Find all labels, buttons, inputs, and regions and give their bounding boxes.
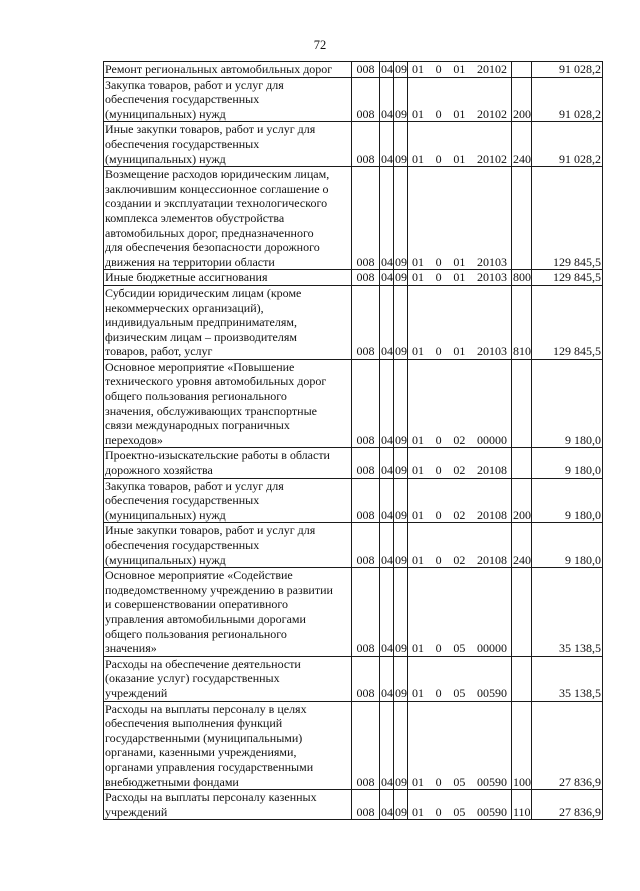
table-row [104,523,603,568]
code-part: 01 [453,270,466,285]
code-part: 00590 [476,685,507,700]
target-article-cell [408,285,512,359]
expense-type-cell [512,656,532,701]
expense-name-cell: Иные закупки товаров, работ и услуг для обеспечения государственных (муниципальных) нужд [104,122,352,167]
section-code-cell: 04 [380,656,394,701]
grbs-code-cell: 008 [352,285,380,359]
target-article-cell [408,568,512,657]
table-row [104,167,603,270]
section-code-cell: 04 [380,359,394,448]
table-row [104,77,603,122]
code-part: 20103 [476,254,507,269]
target-article-code [409,508,510,523]
section-code-cell: 04 [381,270,393,285]
table-row [104,270,603,286]
amount-cell: 129 845,5 [532,285,603,359]
table-row [104,701,603,790]
code-part: 01 [412,641,424,656]
code-part: 20108 [476,507,507,522]
expense-type-cell [512,359,532,448]
table-row [104,568,603,657]
section-code-cell: 04 [380,167,394,270]
amount-cell: 9 180,0 [532,523,603,568]
code-part: 0 [435,270,442,285]
amount-cell: 91 028,2 [532,77,603,122]
code-part: 0 [435,432,442,447]
code-part: 0 [435,106,442,121]
subsection-code-cell: 09 [394,701,408,790]
code-part: 0 [435,641,442,656]
subsection-code-cell: 09 [394,478,408,523]
table-row [104,790,603,820]
target-article-cell [408,790,512,820]
section-code-cell: 04 [380,448,394,478]
code-part: 0 [435,151,442,166]
code-part: 01 [412,774,424,789]
table-row [104,448,603,478]
grbs-code-cell: 008 [352,167,380,270]
code-part: 01 [412,254,424,269]
table-row [104,122,603,167]
subsection-code-cell: 09 [394,285,408,359]
code-part: 0 [435,254,442,269]
grbs-code-cell: 008 [352,122,380,167]
amount-cell: 9 180,0 [532,448,603,478]
target-article-code [409,553,510,568]
expense-name-cell: Основное мероприятие «Содействие подведомственному учреждению в развитии и совершенствовании оперативного управления автомобильными дорогами общего пользования регионального значения» [104,568,352,657]
code-part: 20108 [476,552,507,567]
subsection-code-cell: 09 [394,790,408,820]
expense-name-cell: Субсидии юридическим лицам (кроме некоммерческих организаций), индивидуальным предпринимателям, физическим лицам – производителям товаров, работ, услуг [104,285,352,359]
section-code-cell: 04 [380,478,394,523]
amount-cell: 27 836,9 [532,790,603,820]
grbs-code-cell: 008 [352,790,380,820]
subsection-code-cell: 09 [395,62,407,76]
expense-type-cell: 810 [512,285,532,359]
subsection-code-cell: 09 [394,523,408,568]
amount-cell: 9 180,0 [532,478,603,523]
code-part: 01 [412,344,424,359]
code-part: 0 [435,344,442,359]
grbs-code-cell: 008 [352,77,380,122]
grbs-code-cell: 008 [352,656,380,701]
expense-name-cell: Ремонт региональных автомобильных дорог [104,62,352,78]
target-article-cell [408,359,512,448]
code-part: 01 [412,62,424,76]
expense-type-cell: 200 [512,478,532,523]
section-code-cell: 04 [380,568,394,657]
amount-cell: 129 845,5 [532,167,603,270]
target-article-cell [408,270,512,286]
code-part: 01 [412,552,424,567]
table-row [104,62,603,78]
amount-cell: 35 138,5 [532,656,603,701]
expense-name-cell: Иные закупки товаров, работ и услуг для обеспечения государственных (муниципальных) нужд [104,523,352,568]
code-part: 02 [453,507,466,522]
target-article-code [409,62,510,77]
target-article-cell [408,523,512,568]
code-part: 05 [453,774,466,789]
section-code-cell: 04 [380,790,394,820]
code-part: 01 [453,106,466,121]
code-part: 20102 [476,106,507,121]
target-article-code [409,775,510,790]
code-part: 20102 [476,151,507,166]
code-part: 00000 [476,641,507,656]
code-part: 01 [412,463,424,478]
grbs-code-cell: 008 [352,701,380,790]
code-part: 00000 [476,432,507,447]
code-part: 01 [412,432,424,447]
amount-cell: 91 028,2 [532,62,603,78]
code-part: 01 [412,106,424,121]
amount-cell: 91 028,2 [532,122,603,167]
target-article-cell [408,478,512,523]
code-part: 05 [453,641,466,656]
grbs-code-cell: 008 [352,270,380,286]
amount-cell: 129 845,5 [532,270,603,286]
code-part: 01 [453,151,466,166]
target-article-cell [408,701,512,790]
code-part: 0 [435,804,442,819]
code-part: 20102 [476,62,507,76]
table-row [104,478,603,523]
grbs-code-cell: 008 [352,478,380,523]
target-article-code [409,255,510,270]
expense-type-cell: 110 [512,790,532,820]
subsection-code-cell: 09 [394,77,408,122]
code-part: 01 [412,151,424,166]
section-code-cell: 04 [381,62,393,76]
budget-table [103,61,603,820]
code-part: 01 [453,254,466,269]
expense-name-cell: Расходы на выплаты персоналу казенных учреждений [104,790,352,820]
target-article-code [409,641,510,656]
code-part: 00590 [476,804,507,819]
grbs-code-cell: 008 [352,359,380,448]
expense-name-cell: Расходы на обеспечение деятельности (оказание услуг) государственных учреждений [104,656,352,701]
expense-type-cell [512,568,532,657]
table-row [104,285,603,359]
amount-cell: 35 138,5 [532,568,603,657]
code-part: 0 [435,463,442,478]
subsection-code-cell: 09 [394,122,408,167]
expense-name-cell: Иные бюджетные ассигнования [104,270,352,286]
grbs-code-cell: 008 [352,448,380,478]
subsection-code-cell: 09 [394,359,408,448]
subsection-code-cell: 09 [394,167,408,270]
section-code-cell: 04 [380,523,394,568]
section-code-cell: 04 [380,77,394,122]
code-part: 01 [412,507,424,522]
code-part: 05 [453,685,466,700]
code-part: 02 [453,552,466,567]
target-article-code [409,805,510,820]
expense-type-cell: 100 [512,701,532,790]
expense-type-cell [512,62,532,78]
amount-cell: 9 180,0 [532,359,603,448]
code-part: 20103 [476,270,507,285]
expense-name-cell: Расходы на выплаты персоналу в целях обеспечения выполнения функций государственными (муниципальными) органами, казенными учреждениями, органами управления государственными внебюджетными фондами [104,701,352,790]
code-part: 01 [453,62,466,76]
code-part: 01 [412,685,424,700]
grbs-code-cell: 008 [352,568,380,657]
expense-type-cell [512,167,532,270]
target-article-cell [408,656,512,701]
expense-type-cell [512,448,532,478]
expense-name-cell: Закупка товаров, работ и услуг для обеспечения государственных (муниципальных) нужд [104,478,352,523]
code-part: 01 [412,804,424,819]
page-number: 72 [313,38,327,52]
section-code-cell: 04 [380,701,394,790]
code-part: 0 [435,507,442,522]
code-part: 0 [435,552,442,567]
target-article-cell [408,167,512,270]
code-part: 01 [412,270,424,285]
subsection-code-cell: 09 [394,656,408,701]
expense-name-cell: Возмещение расходов юридическим лицам, заключившим концессионное соглашение о создании и эксплуатации технологического комплекса элементов обустройства автомобильных дорог, предназначенного для обеспечения безопасности дорожного движения на территории области [104,167,352,270]
target-article-cell [408,77,512,122]
target-article-cell [408,122,512,167]
section-code-cell: 04 [380,122,394,167]
code-part: 0 [435,685,442,700]
subsection-code-cell: 09 [394,448,408,478]
expense-type-cell: 800 [513,270,531,285]
target-article-code [409,270,510,285]
code-part: 02 [453,463,466,478]
code-part: 01 [453,344,466,359]
target-article-code [409,152,510,167]
table-row [104,656,603,701]
table-row [104,359,603,448]
code-part: 0 [435,62,442,76]
expense-type-cell: 240 [512,523,532,568]
target-article-code [409,344,510,359]
code-part: 00590 [476,774,507,789]
expense-type-cell: 240 [512,122,532,167]
code-part: 20103 [476,344,507,359]
code-part: 20108 [476,463,507,478]
target-article-code [409,686,510,701]
code-part: 05 [453,804,466,819]
target-article-code [409,463,510,478]
expense-name-cell: Основное мероприятие «Повышение технического уровня автомобильных дорог общего пользования регионального значения, обслуживающих транспортные связи международных пограничных переходов» [104,359,352,448]
target-article-code [409,107,510,122]
amount-cell: 27 836,9 [532,701,603,790]
target-article-cell [408,448,512,478]
grbs-code-cell: 008 [352,62,380,78]
expense-name-cell: Проектно-изыскательские работы в области дорожного хозяйства [104,448,352,478]
code-part: 02 [453,432,466,447]
grbs-code-cell: 008 [352,523,380,568]
section-code-cell: 04 [380,285,394,359]
target-article-code [409,433,510,448]
subsection-code-cell: 09 [395,270,407,285]
subsection-code-cell: 09 [394,568,408,657]
expense-name-cell: Закупка товаров, работ и услуг для обеспечения государственных (муниципальных) нужд [104,77,352,122]
code-part: 0 [435,774,442,789]
target-article-cell [408,62,512,78]
expense-type-cell: 200 [512,77,532,122]
